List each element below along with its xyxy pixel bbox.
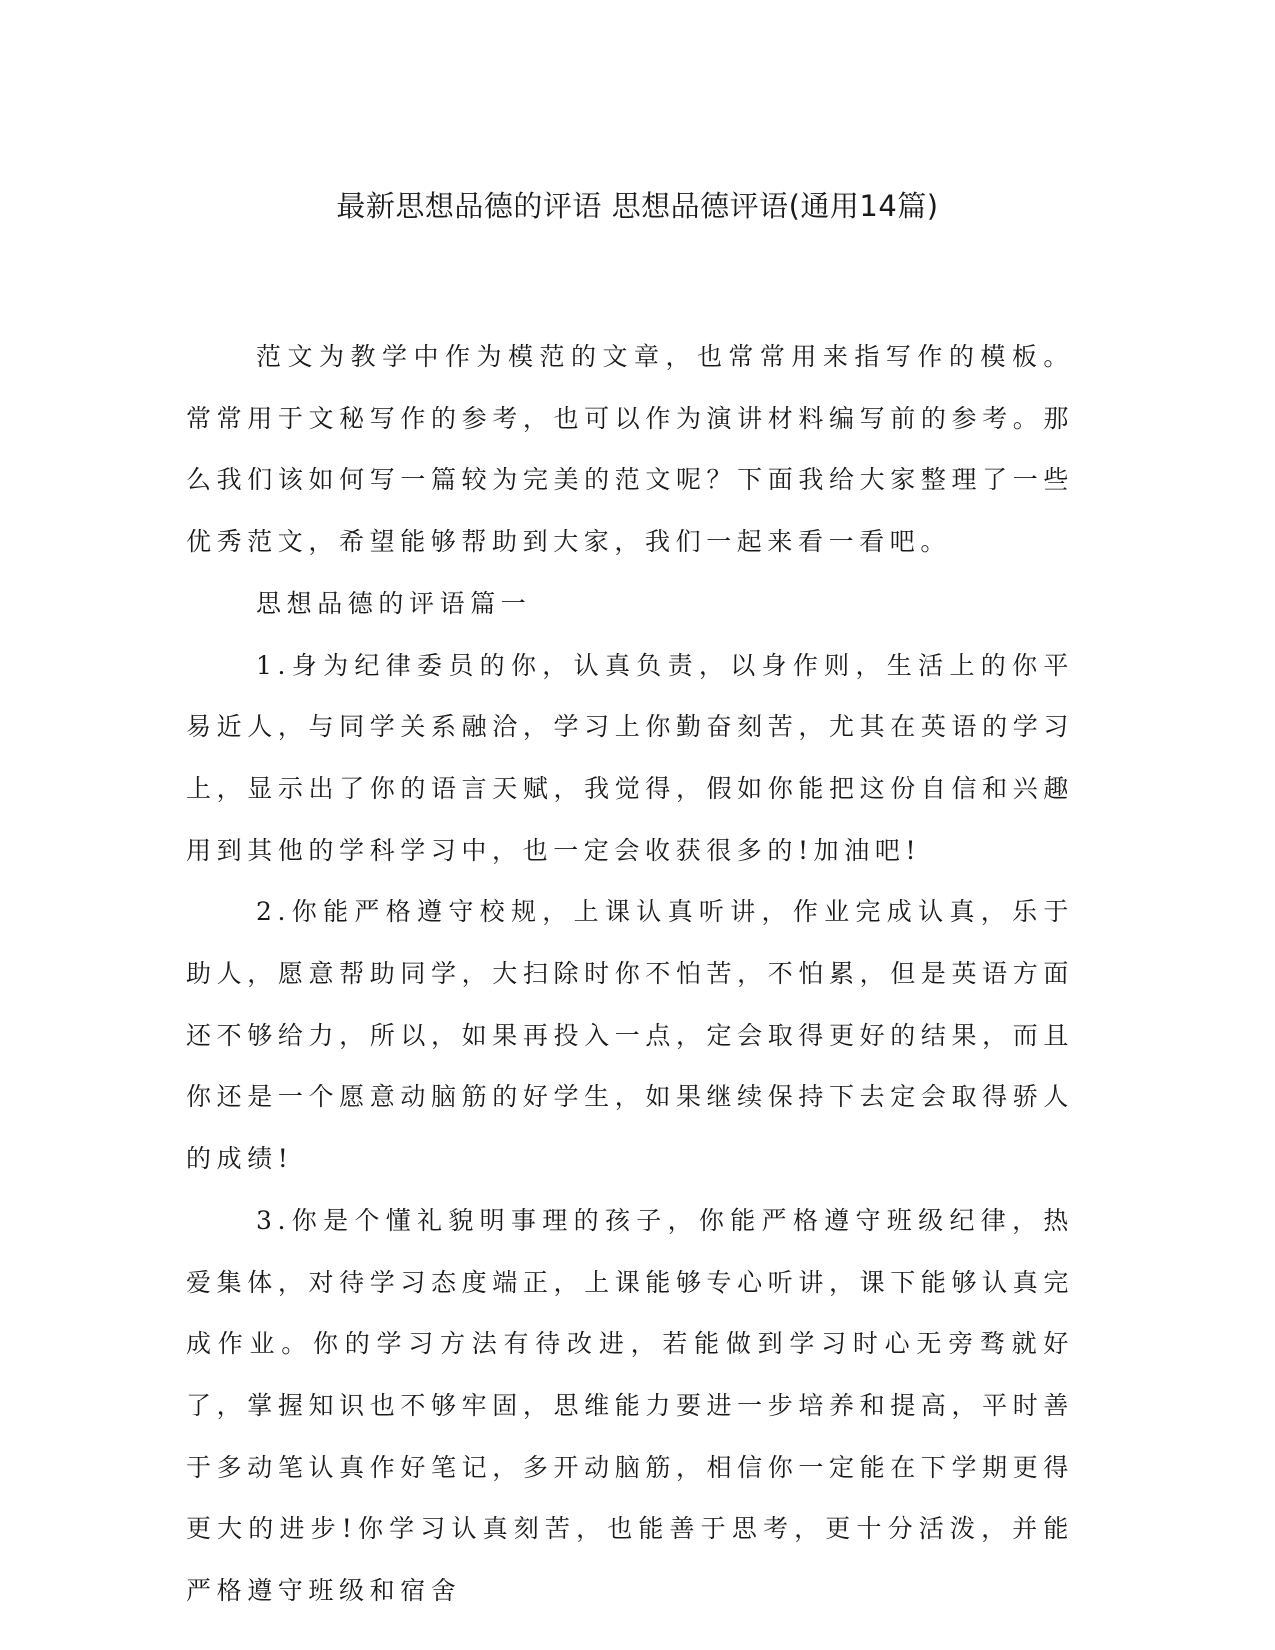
comment-paragraph-2: 2.你能严格遵守校规，上课认真听讲，作业完成认真，乐于助人，愿意帮助同学，大扫除时你不怕苦，不怕累，但是英语方面还不够给力，所以，如果再投入一点，定会取得更好的结果，而且你还是一个愿意动脑筋的好学生，如果继续保持下去定会取得骄人的成绩! (186, 897, 1074, 1174)
section-heading: 思想品德的评语篇一 (256, 588, 532, 618)
document-body (186, 326, 1074, 1622)
page-title: 最新思想品德的评语 思想品德评语(通用14篇) (336, 189, 939, 223)
comment-paragraph-3: 3.你是个懂礼貌明事理的孩子，你能严格遵守班级纪律，热爱集体，对待学习态度端正，上课能够专心听讲，课下能够认真完成作业。你的学习方法有待改进，若能做到学习时心无旁骛就好了，掌握知识也不够牢固，思维能力要进一步培养和提高，平时善于多动笔认真作好笔记，多开动脑筋，相信你一定能在下学期更得更大的进步!你学习认真刻苦，也能善于思考，更十分活泼，并能严格遵守班级和宿舍 (186, 1205, 1074, 1606)
comment-paragraph-1: 1.身为纪律委员的你，认真负责，以身作则，生活上的你平易近人，与同学关系融洽，学习上你勤奋刻苦，尤其在英语的学习上，显示出了你的语言天赋，我觉得，假如你能把这份自信和兴趣用到其他的学科学习中，也一定会收获很多的!加油吧! (186, 650, 1074, 865)
intro-paragraph: 范文为教学中作为模范的文章，也常常用来指写作的模板。常常用于文秘写作的参考，也可以作为演讲材料编写前的参考。那么我们该如何写一篇较为完美的范文呢？下面我给大家整理了一些优秀范文，希望能够帮助到大家，我们一起来看一看吧。 (186, 342, 1074, 557)
